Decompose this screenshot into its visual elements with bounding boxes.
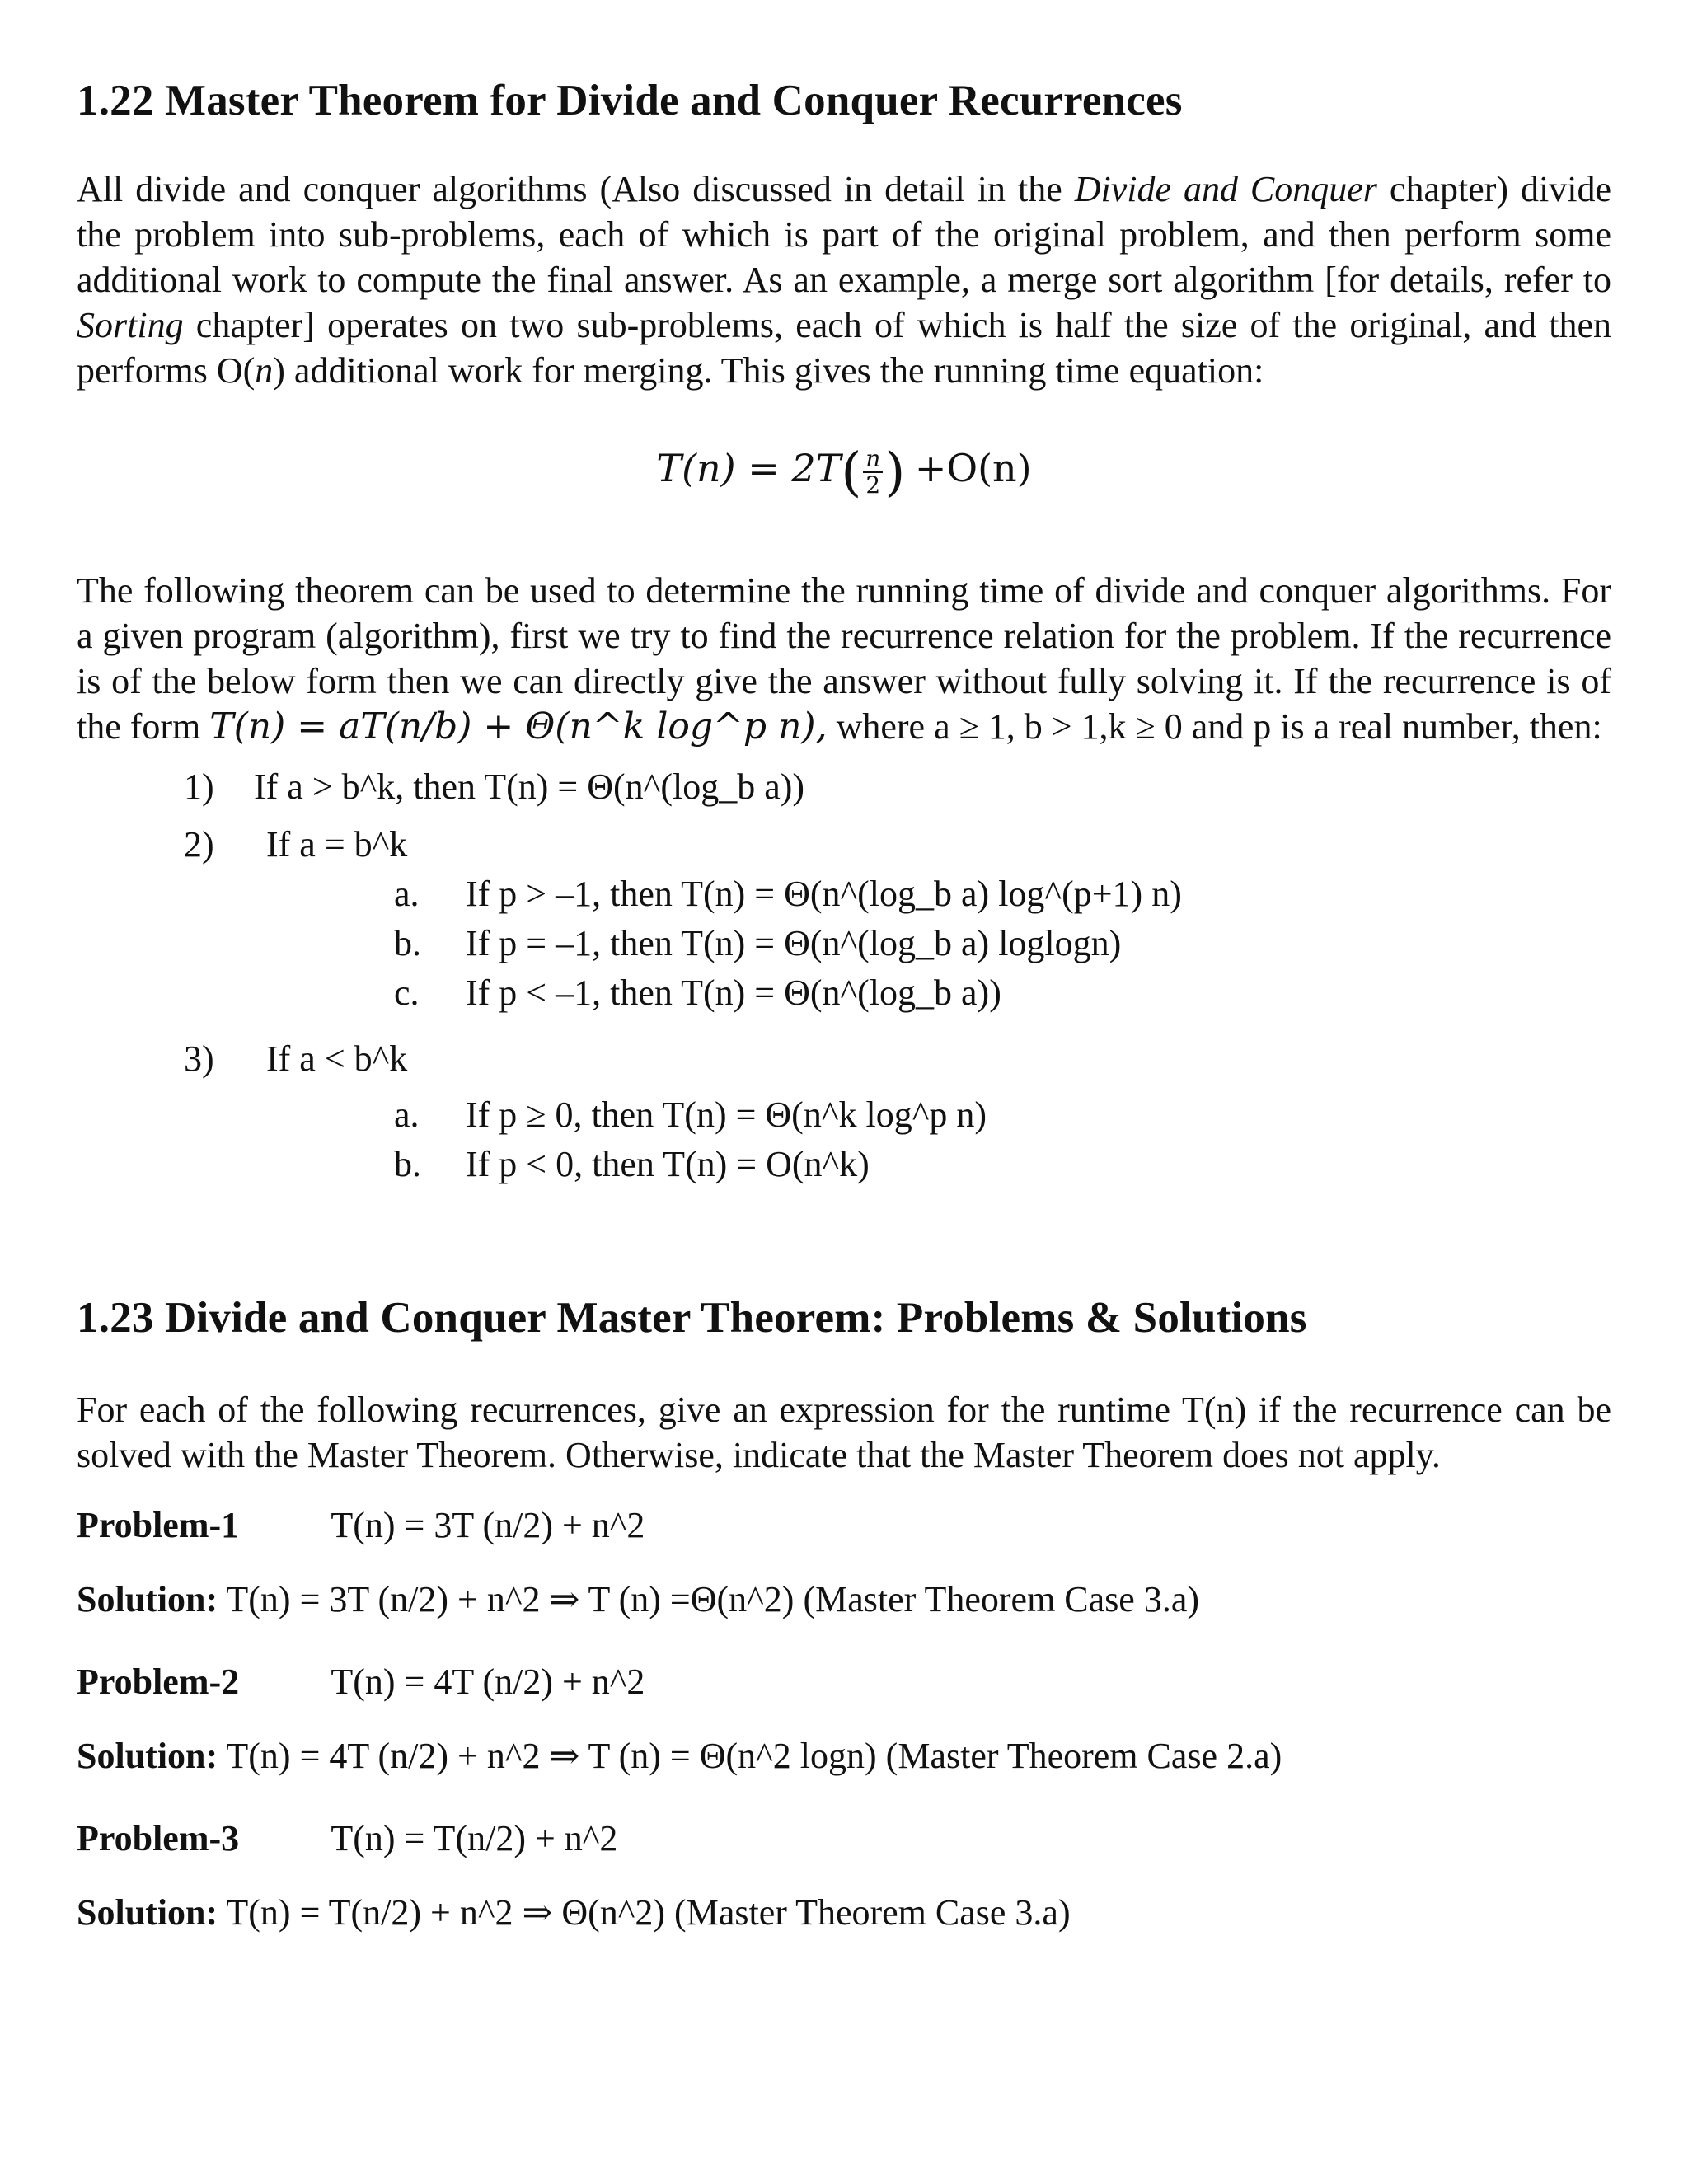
emphasis-sorting: Sorting [77, 305, 184, 345]
problem-2: Problem-2 T(n) = 4T (n/2) + n^2 [77, 1661, 645, 1702]
case-3a-text: If p ≥ 0, then T(n) = Θ(n^k log^p n) [466, 1094, 987, 1135]
case-2b-text: If p = –1, then T(n) = Θ(n^(log_b a) loglogn) [466, 923, 1122, 963]
case-2-text: If a = b^k [266, 824, 408, 865]
case-3b-letter: b. [394, 1144, 421, 1184]
case-2-number: 2) [184, 824, 214, 865]
running-time-equation: T(n) = 2T( $\frac{n}{2}$ ) +O(n) [656, 442, 1032, 504]
case-3a-letter: a. [394, 1094, 420, 1135]
page [77, 74, 1611, 1956]
case-2a-text: If p > –1, then T(n) = Θ(n^(log_b a) log^(p+1) n) [466, 874, 1182, 914]
case-2b-letter: b. [394, 923, 421, 963]
intro-paragraph: All divide and conquer algorithms (Also discussed in detail in the Divide and Conquer chapter) divide the problem into sub-problems, each of which is part of the original problem, and then perform some additional work to compute the final answer. As an example, a merge sort algorithm [for details, refer to Sorting chapter] operates on two sub-problems, each of which is half the size of the original, and then performs O(n) additional work for merging. This gives the running time equation: [77, 169, 1611, 391]
theorem-paragraph: The following theorem can be used to determine the running time of divide and conquer algorithms. For a given program (algorithm), first we try to find the recurrence relation for the problem. If the recurrence is of the below form then we can directly give the answer without fully solving it. If the recurrence is of the form T(n) = aT(n/b) + Θ(n^k log^p n), where a ≥ 1, b > 1,k ≥ 0 and p is a real number, then: [77, 570, 1611, 748]
section-title-1-23: 1.23 Divide and Conquer Master Theorem: Problems & Solutions [77, 1294, 1307, 1342]
emphasis-divide-and-conquer: Divide and Conquer [1074, 169, 1377, 209]
case-3-text: If a < b^k [266, 1038, 408, 1079]
case-2c-text: If p < –1, then T(n) = Θ(n^(log_b a)) [466, 972, 1001, 1013]
master-theorem-cases [77, 764, 1611, 1193]
case-1-text: If a > b^k, then T(n) = Θ(n^(log_b a)) [254, 766, 805, 807]
solution-2: Solution: T(n) = 4T (n/2) + n^2 ⇒ T (n) = Θ(n^2 logn) (Master Theorem Case 2.a) [77, 1736, 1282, 1776]
fraction-n-over-2: $\frac{n}{2}$ [863, 447, 883, 498]
problems-intro-paragraph: For each of the following recurrences, give an expression for the runtime T(n) if the recurrence can be solved with the Master Theorem. Otherwise, indicate that the Master Theorem does not apply. [77, 1390, 1611, 1475]
solution-1: Solution: T(n) = 3T (n/2) + n^2 ⇒ T (n) =Θ(n^2) (Master Theorem Case 3.a) [77, 1579, 1200, 1619]
solution-3: Solution: T(n) = T(n/2) + n^2 ⇒ Θ(n^2) (Master Theorem Case 3.a) [77, 1892, 1071, 1933]
case-2c-letter: c. [394, 972, 420, 1013]
problems-list [77, 1494, 1611, 1956]
case-3-number: 3) [184, 1038, 214, 1079]
case-2a-letter: a. [394, 874, 420, 914]
general-recurrence-form: T(n) = aT(n/b) + Θ(n^k log^p n), [209, 705, 828, 748]
section-title-1-22: 1.22 Master Theorem for Divide and Conquer Recurrences [77, 77, 1183, 124]
problem-3: Problem-3 T(n) = T(n/2) + n^2 [77, 1818, 618, 1858]
case-1-number: 1) [184, 766, 214, 807]
problem-1: Problem-1 T(n) = 3T (n/2) + n^2 [77, 1505, 645, 1545]
case-3b-text: If p < 0, then T(n) = O(n^k) [466, 1144, 870, 1184]
